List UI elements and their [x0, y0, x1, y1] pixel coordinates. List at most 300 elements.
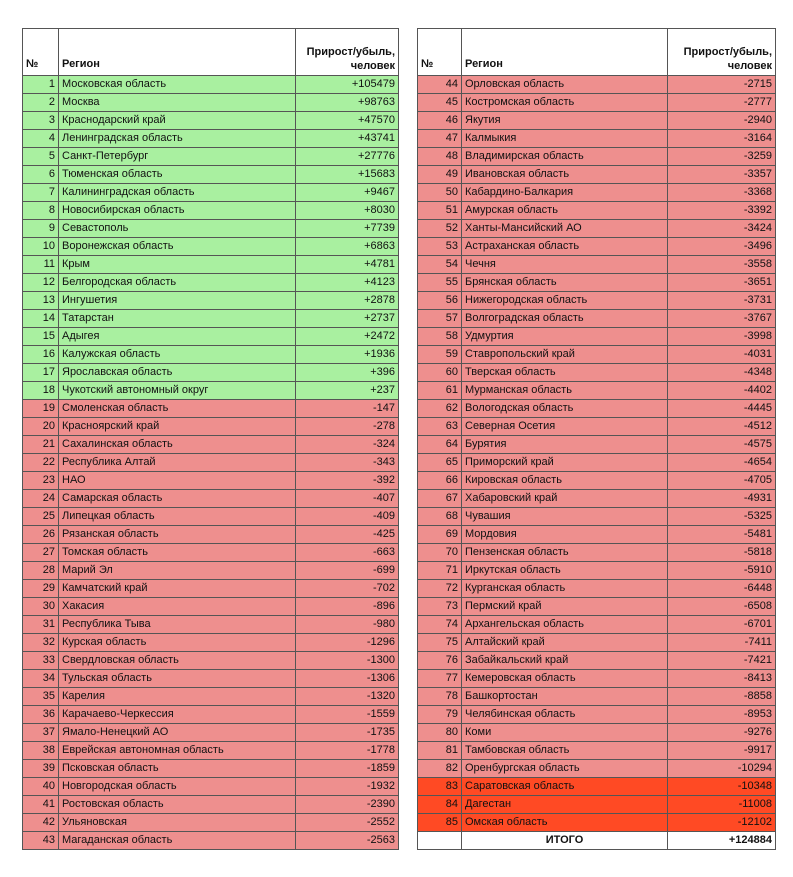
row-number: 76	[418, 652, 462, 670]
row-region: Мордовия	[462, 526, 668, 544]
left-table	[22, 28, 399, 850]
row-region: Тюменская область	[59, 166, 296, 184]
row-value: -3651	[668, 274, 776, 292]
row-region: Свердловская область	[59, 652, 296, 670]
header-value-line1: Прирост/убыль,	[683, 46, 772, 58]
row-number: 82	[418, 760, 462, 778]
row-value: +9467	[296, 184, 399, 202]
row-region: Брянская область	[462, 274, 668, 292]
row-value: -663	[296, 544, 399, 562]
row-region: Санкт-Петербург	[59, 148, 296, 166]
table-row	[418, 238, 776, 256]
row-number: 59	[418, 346, 462, 364]
row-number: 68	[418, 508, 462, 526]
row-value: +2472	[296, 328, 399, 346]
row-region: Пермский край	[462, 598, 668, 616]
row-value: -278	[296, 418, 399, 436]
row-value: -7411	[668, 634, 776, 652]
header-value-line1: Прирост/убыль,	[306, 46, 395, 58]
row-region: Пензенская область	[462, 544, 668, 562]
row-region: Еврейская автономная область	[59, 742, 296, 760]
row-region: Калмыкия	[462, 130, 668, 148]
row-region: Ямало-Ненецкий АО	[59, 724, 296, 742]
row-value: +4123	[296, 274, 399, 292]
row-region: Якутия	[462, 112, 668, 130]
row-number: 55	[418, 274, 462, 292]
row-number: 85	[418, 814, 462, 832]
table-row	[418, 274, 776, 292]
row-number: 80	[418, 724, 462, 742]
row-value: -343	[296, 454, 399, 472]
row-value: -10294	[668, 760, 776, 778]
row-region: Омская область	[462, 814, 668, 832]
row-region: Ставропольский край	[462, 346, 668, 364]
row-region: Амурская область	[462, 202, 668, 220]
table-row	[23, 778, 399, 796]
row-value: -5910	[668, 562, 776, 580]
row-number: 8	[23, 202, 59, 220]
table-row	[418, 400, 776, 418]
row-region: Коми	[462, 724, 668, 742]
row-number: 30	[23, 598, 59, 616]
total-label: ИТОГО	[462, 832, 668, 850]
total-spacer	[418, 832, 462, 850]
row-number: 15	[23, 328, 59, 346]
table-row	[23, 382, 399, 400]
table-row	[418, 220, 776, 238]
row-number: 53	[418, 238, 462, 256]
row-region: Курганская область	[462, 580, 668, 598]
row-region: Башкортостан	[462, 688, 668, 706]
row-value: -9276	[668, 724, 776, 742]
table-row	[23, 436, 399, 454]
row-number: 22	[23, 454, 59, 472]
row-value: -3424	[668, 220, 776, 238]
table-row	[23, 94, 399, 112]
row-value: -392	[296, 472, 399, 490]
total-row	[418, 832, 776, 850]
table-row	[418, 778, 776, 796]
table-row	[23, 454, 399, 472]
row-number: 69	[418, 526, 462, 544]
row-number: 33	[23, 652, 59, 670]
row-number: 25	[23, 508, 59, 526]
row-region: НАО	[59, 472, 296, 490]
row-value: -10348	[668, 778, 776, 796]
table-row	[418, 292, 776, 310]
row-value: +7739	[296, 220, 399, 238]
row-number: 77	[418, 670, 462, 688]
table-row	[23, 364, 399, 382]
row-value: +105479	[296, 76, 399, 94]
row-value: +4781	[296, 256, 399, 274]
row-number: 31	[23, 616, 59, 634]
row-value: +98763	[296, 94, 399, 112]
row-region: Удмуртия	[462, 328, 668, 346]
row-value: -2552	[296, 814, 399, 832]
row-value: -4931	[668, 490, 776, 508]
row-region: Костромская область	[462, 94, 668, 112]
table-row	[418, 346, 776, 364]
row-number: 32	[23, 634, 59, 652]
table-row	[23, 490, 399, 508]
row-number: 41	[23, 796, 59, 814]
row-region: Карачаево-Черкессия	[59, 706, 296, 724]
row-value: -8858	[668, 688, 776, 706]
row-number: 54	[418, 256, 462, 274]
row-number: 27	[23, 544, 59, 562]
row-value: -1296	[296, 634, 399, 652]
row-region: Ростовская область	[59, 796, 296, 814]
table-row	[23, 562, 399, 580]
row-value: -147	[296, 400, 399, 418]
row-number: 65	[418, 454, 462, 472]
table-row	[418, 508, 776, 526]
row-number: 19	[23, 400, 59, 418]
row-region: Новосибирская область	[59, 202, 296, 220]
row-region: Приморский край	[462, 454, 668, 472]
row-number: 14	[23, 310, 59, 328]
row-value: -3259	[668, 148, 776, 166]
row-number: 12	[23, 274, 59, 292]
header-value-line2: человек	[727, 60, 772, 72]
header-value-line2: человек	[350, 60, 395, 72]
row-value: -2390	[296, 796, 399, 814]
row-number: 56	[418, 292, 462, 310]
row-region: Марий Эл	[59, 562, 296, 580]
table-row	[418, 652, 776, 670]
row-region: Вологодская область	[462, 400, 668, 418]
table-row	[23, 688, 399, 706]
table-row	[23, 418, 399, 436]
row-region: Краснодарский край	[59, 112, 296, 130]
table-row	[23, 328, 399, 346]
row-number: 42	[23, 814, 59, 832]
table-row	[23, 760, 399, 778]
row-number: 6	[23, 166, 59, 184]
row-region: Магаданская область	[59, 832, 296, 850]
row-value: -1859	[296, 760, 399, 778]
row-region: Забайкальский край	[462, 652, 668, 670]
row-number: 51	[418, 202, 462, 220]
row-region: Ульяновская	[59, 814, 296, 832]
table-row	[23, 346, 399, 364]
row-number: 49	[418, 166, 462, 184]
row-value: +47570	[296, 112, 399, 130]
table-row	[23, 616, 399, 634]
row-value: -5325	[668, 508, 776, 526]
row-value: +2878	[296, 292, 399, 310]
row-region: Севастополь	[59, 220, 296, 238]
row-region: Сахалинская область	[59, 436, 296, 454]
row-region: Кемеровская область	[462, 670, 668, 688]
row-value: -324	[296, 436, 399, 454]
row-value: -1320	[296, 688, 399, 706]
table-row	[418, 706, 776, 724]
row-number: 4	[23, 130, 59, 148]
row-number: 21	[23, 436, 59, 454]
row-value: -6448	[668, 580, 776, 598]
row-region: Алтайский край	[462, 634, 668, 652]
table-row	[23, 706, 399, 724]
table-row	[418, 418, 776, 436]
row-number: 28	[23, 562, 59, 580]
row-region: Липецкая область	[59, 508, 296, 526]
row-region: Иркутская область	[462, 562, 668, 580]
table-row	[23, 238, 399, 256]
row-number: 13	[23, 292, 59, 310]
row-number: 38	[23, 742, 59, 760]
row-value: -9917	[668, 742, 776, 760]
row-region: Тверская область	[462, 364, 668, 382]
row-value: -12102	[668, 814, 776, 832]
row-region: Ярославская область	[59, 364, 296, 382]
row-region: Смоленская область	[59, 400, 296, 418]
row-region: Мурманская область	[462, 382, 668, 400]
table-row	[418, 616, 776, 634]
row-region: Москва	[59, 94, 296, 112]
table-row	[23, 652, 399, 670]
row-region: Саратовская область	[462, 778, 668, 796]
row-region: Томская область	[59, 544, 296, 562]
row-region: Хабаровский край	[462, 490, 668, 508]
row-value: -8953	[668, 706, 776, 724]
row-number: 40	[23, 778, 59, 796]
table-row	[23, 796, 399, 814]
table-row	[23, 166, 399, 184]
table-row	[23, 76, 399, 94]
row-number: 63	[418, 418, 462, 436]
row-number: 81	[418, 742, 462, 760]
row-number: 9	[23, 220, 59, 238]
row-value: -2715	[668, 76, 776, 94]
header-row	[23, 29, 399, 76]
row-number: 36	[23, 706, 59, 724]
row-number: 3	[23, 112, 59, 130]
row-value: -3998	[668, 328, 776, 346]
row-number: 72	[418, 580, 462, 598]
table-row	[23, 508, 399, 526]
header-row	[418, 29, 776, 76]
table-row	[23, 814, 399, 832]
row-value: -2563	[296, 832, 399, 850]
table-row	[418, 148, 776, 166]
table-row	[418, 490, 776, 508]
row-region: Орловская область	[462, 76, 668, 94]
table-row	[418, 814, 776, 832]
row-value: -4445	[668, 400, 776, 418]
table-row	[418, 670, 776, 688]
row-region: Ивановская область	[462, 166, 668, 184]
row-number: 20	[23, 418, 59, 436]
row-region: Чукотский автономный округ	[59, 382, 296, 400]
row-value: -5481	[668, 526, 776, 544]
row-number: 70	[418, 544, 462, 562]
table-row	[23, 400, 399, 418]
row-number: 26	[23, 526, 59, 544]
row-value: -407	[296, 490, 399, 508]
row-region: Ханты-Мансийский АО	[462, 220, 668, 238]
row-region: Курская область	[59, 634, 296, 652]
table-row	[23, 112, 399, 130]
row-region: Татарстан	[59, 310, 296, 328]
row-region: Псковская область	[59, 760, 296, 778]
table-row	[23, 634, 399, 652]
row-value: -6701	[668, 616, 776, 634]
row-region: Бурятия	[462, 436, 668, 454]
right-table	[417, 28, 776, 850]
row-region: Тамбовская область	[462, 742, 668, 760]
row-value: -4575	[668, 436, 776, 454]
row-value: -3767	[668, 310, 776, 328]
row-region: Камчатский край	[59, 580, 296, 598]
row-number: 37	[23, 724, 59, 742]
table-row	[23, 544, 399, 562]
row-value: -409	[296, 508, 399, 526]
row-number: 1	[23, 76, 59, 94]
row-number: 78	[418, 688, 462, 706]
row-region: Хакасия	[59, 598, 296, 616]
header-value	[296, 29, 399, 76]
row-number: 48	[418, 148, 462, 166]
row-region: Оренбургская область	[462, 760, 668, 778]
table-row	[418, 382, 776, 400]
row-number: 62	[418, 400, 462, 418]
row-value: -1559	[296, 706, 399, 724]
row-value: -3357	[668, 166, 776, 184]
row-region: Дагестан	[462, 796, 668, 814]
row-value: -3164	[668, 130, 776, 148]
row-value: -980	[296, 616, 399, 634]
row-region: Архангельская область	[462, 616, 668, 634]
row-number: 24	[23, 490, 59, 508]
row-value: -11008	[668, 796, 776, 814]
row-number: 64	[418, 436, 462, 454]
table-row	[418, 472, 776, 490]
row-number: 23	[23, 472, 59, 490]
row-number: 75	[418, 634, 462, 652]
row-region: Белгородская область	[59, 274, 296, 292]
row-value: +43741	[296, 130, 399, 148]
row-region: Московская область	[59, 76, 296, 94]
table-row	[23, 130, 399, 148]
table-row	[418, 724, 776, 742]
table-row	[418, 94, 776, 112]
row-value: -896	[296, 598, 399, 616]
table-row	[23, 310, 399, 328]
row-number: 5	[23, 148, 59, 166]
row-region: Владимирская область	[462, 148, 668, 166]
row-number: 11	[23, 256, 59, 274]
row-region: Калужская область	[59, 346, 296, 364]
table-row	[418, 580, 776, 598]
table-row	[23, 184, 399, 202]
row-region: Челябинская область	[462, 706, 668, 724]
table-row	[418, 760, 776, 778]
row-value: -4348	[668, 364, 776, 382]
row-number: 66	[418, 472, 462, 490]
row-region: Астраханская область	[462, 238, 668, 256]
row-number: 2	[23, 94, 59, 112]
table-row	[418, 526, 776, 544]
row-number: 83	[418, 778, 462, 796]
row-number: 47	[418, 130, 462, 148]
row-region: Тульская область	[59, 670, 296, 688]
row-value: -4512	[668, 418, 776, 436]
table-row	[418, 364, 776, 382]
table-row	[418, 634, 776, 652]
row-value: -702	[296, 580, 399, 598]
row-value: +1936	[296, 346, 399, 364]
row-number: 67	[418, 490, 462, 508]
table-row	[418, 112, 776, 130]
table-row	[418, 454, 776, 472]
table-row	[418, 130, 776, 148]
row-value: -3392	[668, 202, 776, 220]
table-row	[418, 688, 776, 706]
row-value: +2737	[296, 310, 399, 328]
table-row	[23, 220, 399, 238]
row-region: Республика Алтай	[59, 454, 296, 472]
row-value: -3368	[668, 184, 776, 202]
table-row	[23, 526, 399, 544]
row-value: -1300	[296, 652, 399, 670]
table-row	[418, 796, 776, 814]
header-region: Регион	[59, 29, 296, 76]
row-region: Красноярский край	[59, 418, 296, 436]
table-row	[418, 742, 776, 760]
table-row	[418, 544, 776, 562]
row-value: -3558	[668, 256, 776, 274]
row-value: +8030	[296, 202, 399, 220]
table-row	[23, 256, 399, 274]
row-number: 44	[418, 76, 462, 94]
row-number: 71	[418, 562, 462, 580]
row-value: -1735	[296, 724, 399, 742]
row-region: Кабардино-Балкария	[462, 184, 668, 202]
table-row	[23, 292, 399, 310]
row-value: +15683	[296, 166, 399, 184]
row-region: Ингушетия	[59, 292, 296, 310]
row-number: 61	[418, 382, 462, 400]
table-row	[23, 274, 399, 292]
table-row	[23, 598, 399, 616]
row-value: -3496	[668, 238, 776, 256]
row-number: 52	[418, 220, 462, 238]
row-value: +27776	[296, 148, 399, 166]
row-number: 17	[23, 364, 59, 382]
row-number: 73	[418, 598, 462, 616]
row-region: Республика Тыва	[59, 616, 296, 634]
header-region: Регион	[462, 29, 668, 76]
row-value: -699	[296, 562, 399, 580]
table-row	[23, 724, 399, 742]
table-row	[23, 472, 399, 490]
row-number: 60	[418, 364, 462, 382]
table-row	[418, 184, 776, 202]
row-region: Карелия	[59, 688, 296, 706]
row-region: Чечня	[462, 256, 668, 274]
row-value: -2777	[668, 94, 776, 112]
row-value: -4705	[668, 472, 776, 490]
row-region: Волгоградская область	[462, 310, 668, 328]
table-row	[418, 166, 776, 184]
table-row	[23, 580, 399, 598]
row-region: Воронежская область	[59, 238, 296, 256]
table-row	[418, 562, 776, 580]
total-value: +124884	[668, 832, 776, 850]
row-value: -8413	[668, 670, 776, 688]
